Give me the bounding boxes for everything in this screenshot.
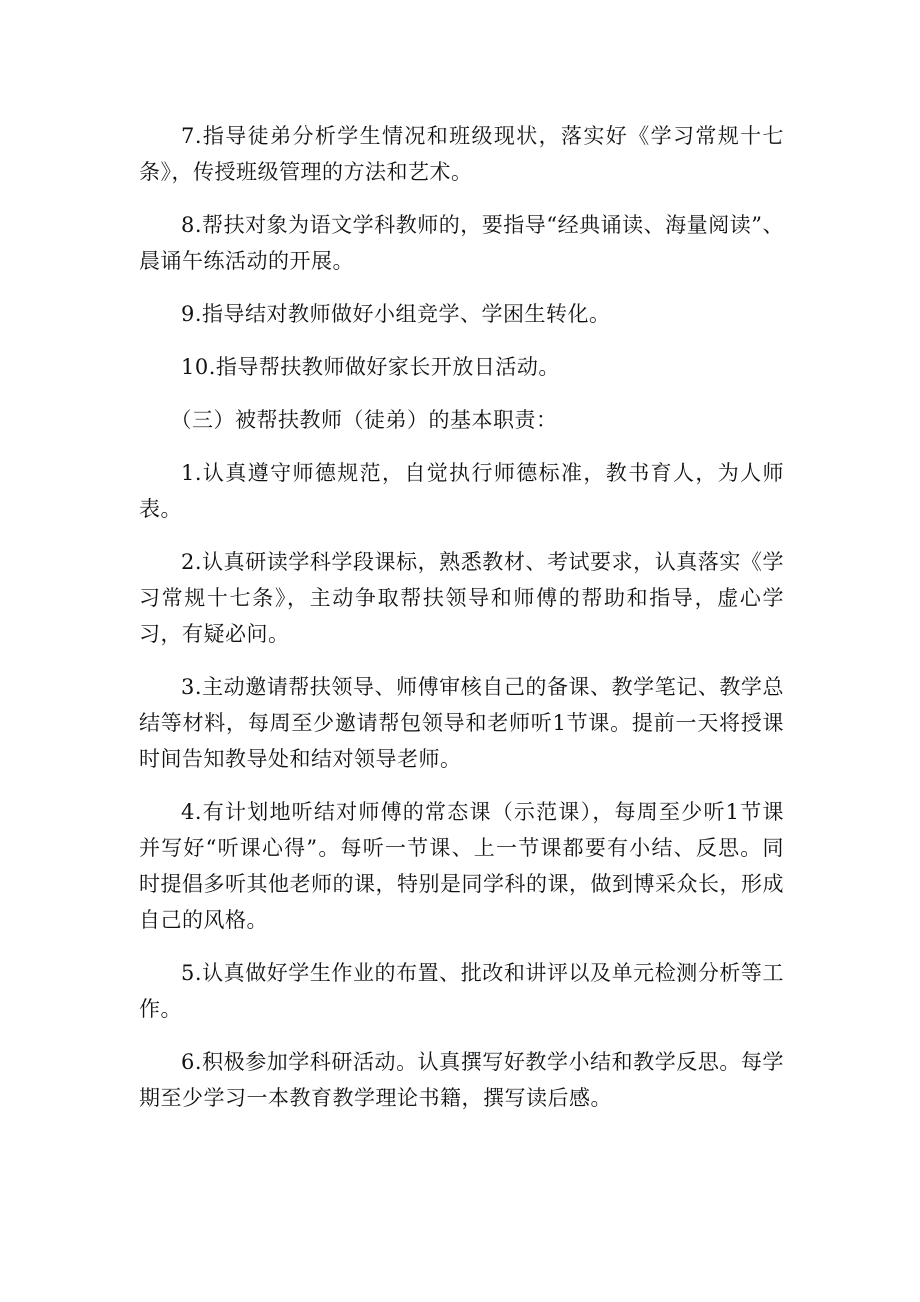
paragraph-mentee-duty-3: 3.主动邀请帮扶领导、师傅审核自己的备课、教学笔记、教学总结等材料，每周至少邀请帮包领导和老师听1节课。提前一天将授课时间告知教导处和结对领导老师。: [139, 675, 784, 771]
paragraph-mentor-duty-8: 8.帮扶对象为语文学科教师的，要指导“经典诵读、海量阅读”、晨诵午练活动的开展。: [139, 213, 784, 273]
document-body: [139, 118, 784, 1133]
paragraph-mentee-duty-4: 4.有计划地听结对师傅的常态课（示范课），每周至少听1节课并写好“听课心得”。每听一节课、上一节课都要有小结、反思。同时提倡多听其他老师的课，特别是同学科的课，做到博采众长，形成自己的风格。: [139, 800, 784, 932]
paragraph-mentee-duty-6: 6.积极参加学科研活动。认真撰写好教学小结和教学反思。每学期至少学习一本教育教学理论书籍，撰写读后感。: [139, 1050, 784, 1110]
paragraph-mentor-duty-10: 10.指导帮扶教师做好家长开放日活动。: [181, 355, 560, 379]
paragraph-mentor-duty-7: 7.指导徒弟分析学生情况和班级现状，落实好《学习常规十七条》，传授班级管理的方法和艺术。: [139, 124, 784, 184]
paragraph-mentee-duty-5: 5.认真做好学生作业的布置、批改和讲评以及单元检测分析等工作。: [139, 961, 784, 1021]
paragraph-mentor-duty-9: 9.指导结对教师做好小组竞学、学困生转化。: [181, 302, 611, 326]
section-heading-mentee-duties: （三）被帮扶教师（徒弟）的基本职责：: [170, 408, 558, 432]
paragraph-mentee-duty-1: 1.认真遵守师德规范，自觉执行师德标准，教书育人，为人师表。: [139, 461, 784, 521]
paragraph-mentee-duty-2: 2.认真研读学科学段课标，熟悉教材、考试要求，认真落实《学习常规十七条》，主动争取帮扶领导和师傅的帮助和指导，虚心学习，有疑必问。: [139, 550, 784, 646]
